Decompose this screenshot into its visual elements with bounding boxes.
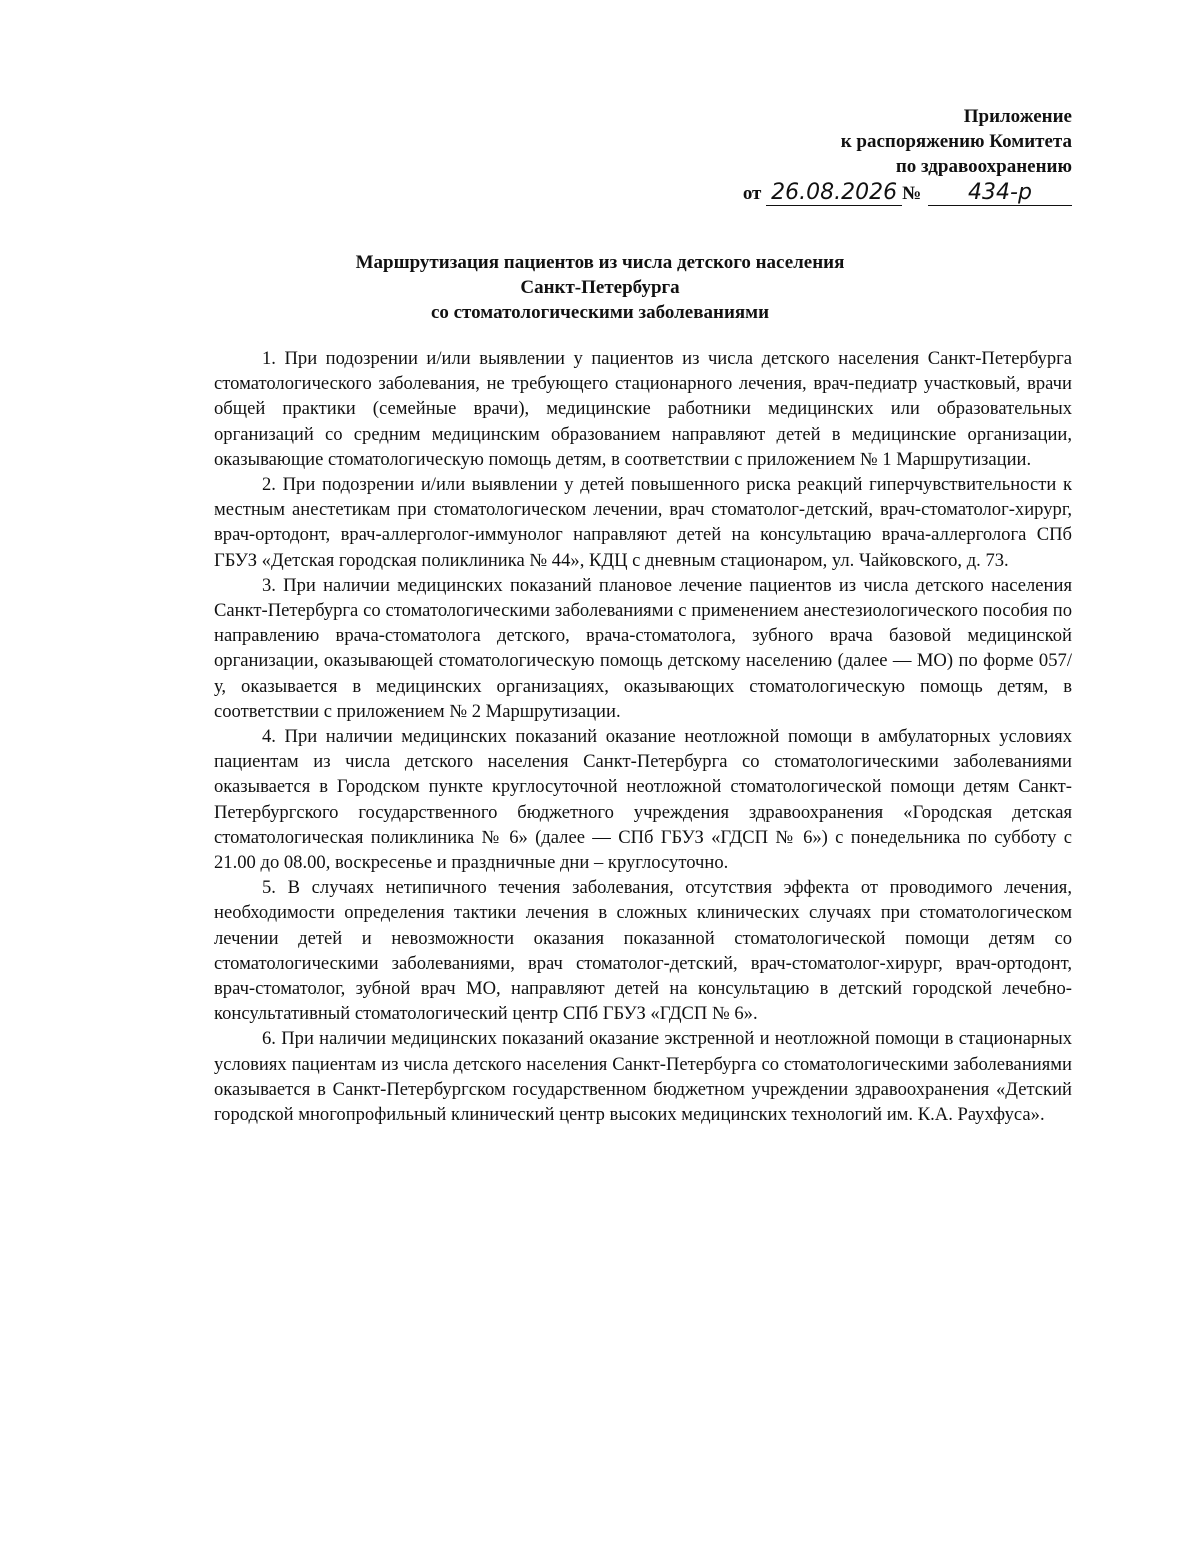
title-line-1: Маршрутизация пациентов из числа детского населения — [355, 252, 845, 273]
order-date: 26.08.2026 — [766, 181, 902, 206]
order-reference: к распоряжению Комитета — [840, 131, 1072, 152]
order-number: 434-р — [928, 181, 1072, 206]
date-prefix: от — [742, 183, 762, 204]
paragraph-3: 3. При наличии медицинских показаний плановое лечение пациентов из числа детского населения Санкт-Петербурга со стоматологическими заболеваниями с применением анестезиологического пособия по направлению врача-стоматолога детского, врача-стоматолога, зубного врача базовой медицинской организации, оказывающей стоматологическую помощь детскому населению (далее — МО) по форме 057/у, оказывается в медицинских организациях, оказывающих стоматологическую помощь детям, в соответствии с приложением № 2 Маршрутизации. — [214, 574, 1072, 722]
paragraph-5: 5. В случаях нетипичного течения заболевания, отсутствия эффекта от проводимого лечения, необходимости определения тактики лечения в сложных клинических случаях при стоматологическом лечении детей и невозможности оказания показанной стоматологической помощи детям со стоматологическими заболеваниями, врач стоматолог-детский, врач-стоматолог-хирург, врач-ортодонт, врач-стоматолог, зубной врач МО, направляют детей на консультацию в детский городской лечебно-консультативный стоматологический центр СПб ГБУЗ «ГДСП № 6». — [214, 877, 1072, 1025]
committee-name: по здравоохранению — [895, 156, 1072, 177]
paragraph-1: 1. При подозрении и/или выявлении у пациентов из числа детского населения Санкт-Петербурга стоматологического заболевания, не требующего стационарного лечения, врач-педиатр участковый, врачи общей практики (семейные врачи), медицинские работники медицинских или образовательных организаций со средним медицинским образованием направляют детей в медицинские организации, оказывающие стоматологическую помощь детям, в соответствии с приложением № 1 Маршрутизации. — [214, 348, 1072, 470]
document-body — [214, 346, 1072, 1127]
paragraph-4: 4. При наличии медицинских показаний оказание неотложной помощи в амбулаторных условиях пациентам из числа детского населения Санкт-Петербурга со стоматологическими заболеваниями оказывается в Городском пункте круглосуточной неотложной стоматологической помощи детям Санкт-Петербургского государственного бюджетного учреждения здравоохранения «Городская детская стоматологическая поликлиника № 6» (далее — СПб ГБУЗ «ГДСП № 6») с понедельника по субботу с 21.00 до 08.00, воскресенье и праздничные дни – круглосуточно. — [214, 726, 1072, 874]
appendix-header — [743, 104, 1072, 206]
appendix-label: Приложение — [963, 106, 1072, 127]
paragraph-6: 6. При наличии медицинских показаний оказание экстренной и неотложной помощи в стационарных условиях пациентам из числа детского населения Санкт-Петербурга со стоматологическими заболеваниями оказывается в Санкт-Петербургском государственном бюджетном учреждении здравоохранения «Детский городской многопрофильный клинический центр высоких медицинских технологий им. К.А. Раухфуса». — [214, 1028, 1072, 1126]
title-line-3: со стоматологическими заболеваниями — [430, 302, 770, 323]
document-title — [200, 250, 1000, 325]
title-line-2: Санкт-Петербурга — [520, 277, 680, 298]
number-sign: № — [902, 183, 922, 204]
paragraph-2: 2. При подозрении и/или выявлении у детей повышенного риска реакций гиперчувствительности к местным анестетикам при стоматологическом лечении, врач стоматолог-детский, врач-стоматолог-хирург, врач-ортодонт, врач-аллерголог-иммунолог направляют детей на консультацию врача-аллерголога СПб ГБУЗ «Детская городская поликлиника № 44», КДЦ с дневным стационаром, ул. Чайковского, д. 73. — [214, 474, 1072, 571]
order-date-number — [743, 181, 1072, 206]
